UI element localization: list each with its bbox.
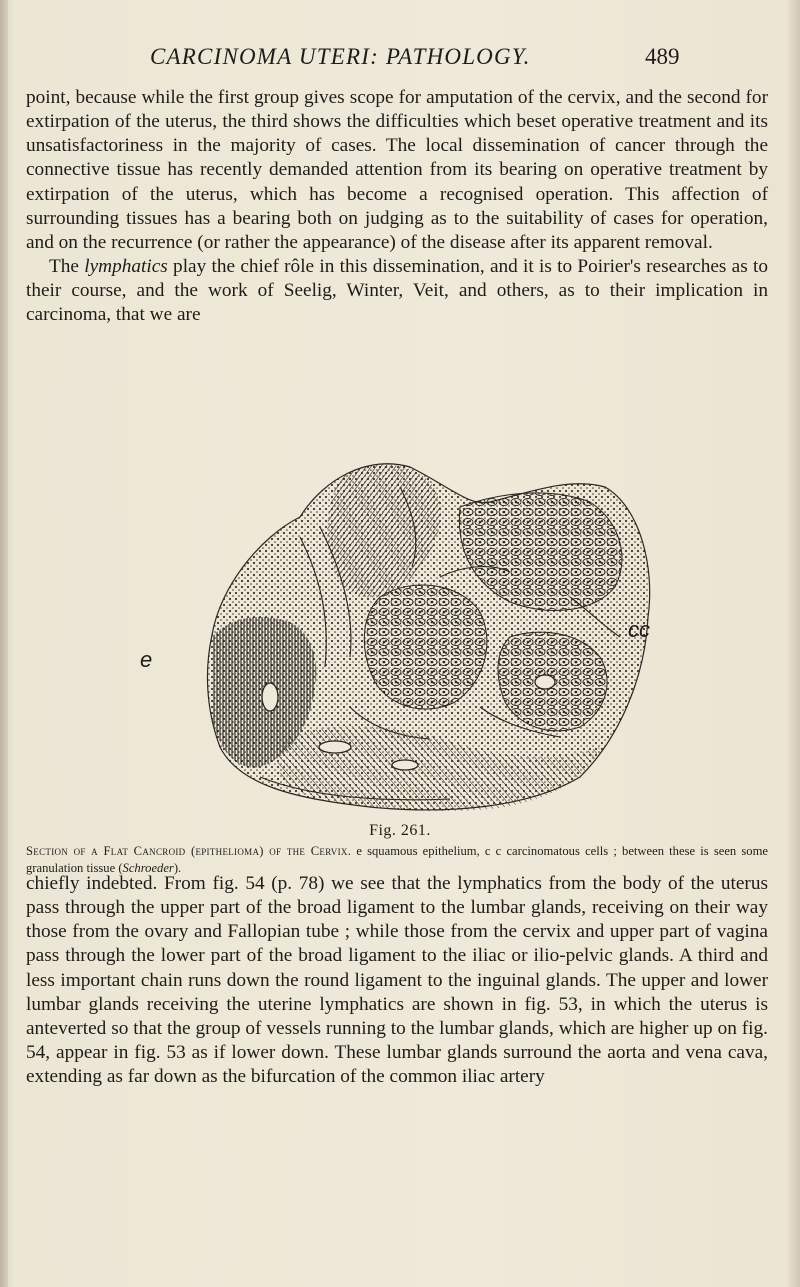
italic-term: lymphatics <box>84 256 168 278</box>
figure-label-cc: cc <box>628 617 650 642</box>
book-spine-shadow <box>0 0 8 1287</box>
page-header <box>0 44 800 74</box>
figure-label-e: e <box>140 647 153 672</box>
tissue-section-engraving <box>150 447 670 819</box>
body-text-top <box>26 86 768 328</box>
paragraph: point, because while the first group gives scope for amputation of the cervix, and the second for extirpation of the uterus, the third shows the difficulties which beset operative treatment and its unsatisfactoriness in the majority of cases. The local dissemination of cancer through the connective tissue has recently demanded attention from its bearing on operative treatment by extirpation of the uterus, which has become a recognised operation. This affection of surrounding tissues has a bearing both on judging as to the suitability of cases for operation, and on the recurrence (or rather the appearance) of the disease after its apparent removal. <box>26 87 768 253</box>
figure-illustration <box>140 447 670 819</box>
carcinoma-cell-nest <box>364 585 487 709</box>
running-head: CARCINOMA UTERI: PATHOLOGY. <box>150 44 531 69</box>
caption-text: e squamous epithelium, c c carcinomatous cells ; between these is seen some granulation tissue ( <box>26 844 768 875</box>
caption-title: Section of a Flat Cancroid (epithelioma) of the Cervix. <box>26 844 352 858</box>
page-number: 489 <box>645 44 680 69</box>
paragraph: chiefly indebted. From fig. 54 (p. 78) we see that the lymphatics from the body of the uterus pass through the upper part of the broad ligament to the lumbar glands, receiving on their way those from the ovary and Fallopian tube ; while those from the cervix and upper part of vagina pass through the lower part of the broad ligament to the iliac or ilio-pelvic glands. A third and less important chain runs down the round ligament to the inguinal glands. The upper and lower lumbar glands receiving the uterine lymphatics are shown in fig. 53, in which the uterus is anteverted so that the group of vessels running to the lumbar glands, which are higher up on fig. 54, appear in fig. 53 as if lower down. These lumbar glands surround the aorta and vena cava, extending as far down as the bifurcation of the common iliac artery <box>26 873 768 1088</box>
figure-number: Fig. 261. <box>369 822 431 839</box>
paragraph <box>26 255 768 327</box>
text-run: The <box>49 256 85 278</box>
caption-text: ). <box>173 861 182 875</box>
caption-source: Schroeder <box>122 861 174 875</box>
text-run: play the chief rôle in this dissemination, and it is to Poirier's researches as to their course, and the work of Seelig, Winter, Veit, and others, as to their implication in carcinoma, that we are <box>26 256 769 326</box>
page-edge <box>788 0 800 1287</box>
body-text-bottom <box>26 872 768 1089</box>
